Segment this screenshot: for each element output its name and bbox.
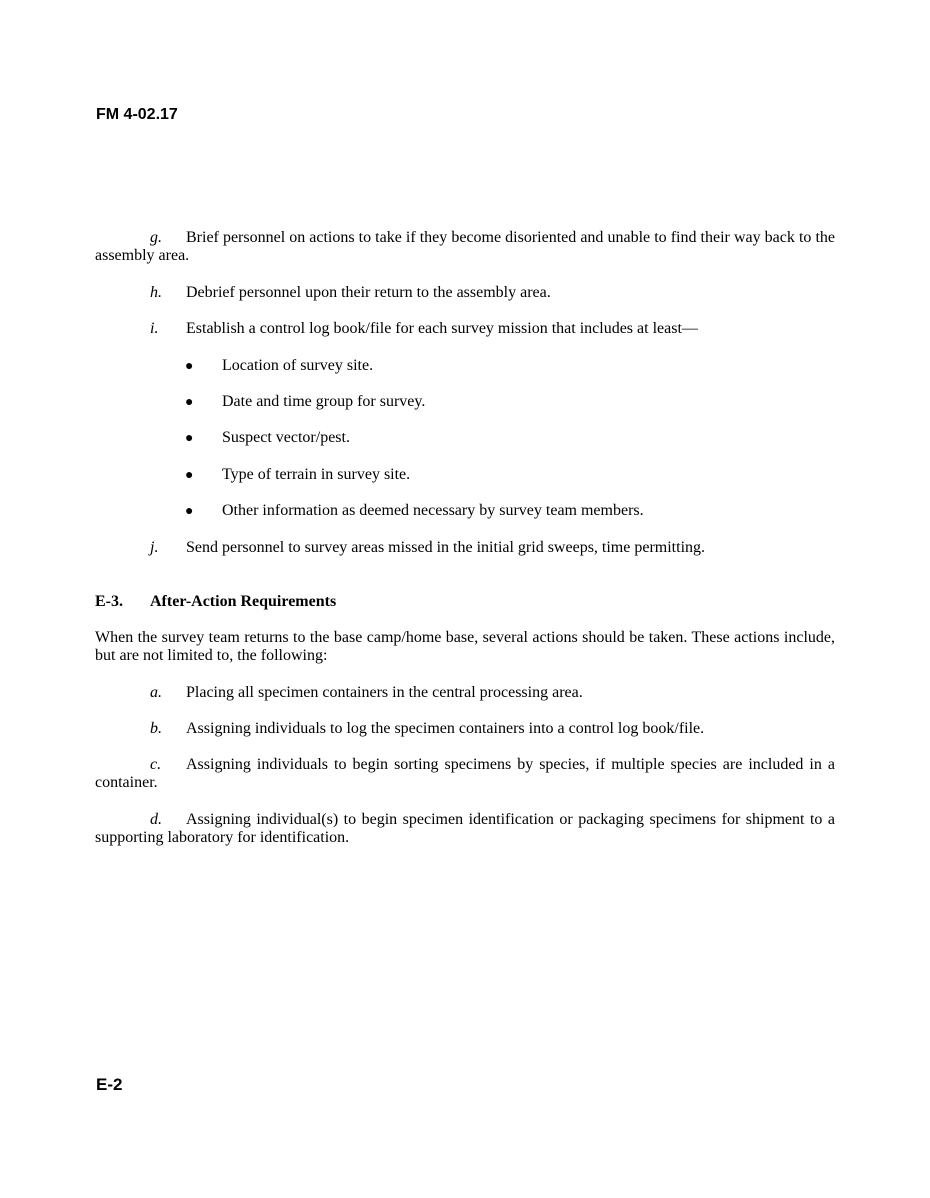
item-text: Assigning individuals to log the specimen containers into a control log book/file. [186,720,705,737]
header-title: FM 4-02.17 [96,106,178,123]
paragraph-j [150,539,840,557]
item-b [150,720,840,738]
section-title: After-Action Requirements [150,593,337,610]
paragraph-text: Brief personnel on actions to take if they become disoriented and unable to find their way back to the assembly area. [95,229,835,264]
item-label: c. [150,756,162,773]
section-number: E-3. [95,593,123,610]
bullet-icon: ● [185,504,194,519]
paragraph-h [150,284,840,302]
item-text: Assigning individuals to begin sorting specimens by species, if multiple species are included in a container. [95,756,835,791]
page-number: E-2 [96,1075,123,1094]
item-d [95,811,835,847]
list-item [185,502,785,521]
list-item [185,466,785,485]
item-c [95,756,835,792]
paragraph-label: j. [150,539,159,556]
bullet-text: Type of terrain in survey site. [222,466,411,483]
item-text: Assigning individual(s) to begin specimen identification or packaging specimens for shipment to a supporting laboratory for identification. [95,811,835,846]
section-intro: When the survey team returns to the base camp/home base, several actions should be taken. These actions include, but are not limited to, the following: [95,629,835,664]
paragraph-label: h. [150,284,162,301]
bullet-icon: ● [185,395,194,410]
paragraph-text: Establish a control log book/file for each survey mission that includes at least— [186,320,698,337]
item-text: Placing all specimen containers in the central processing area. [186,684,583,701]
bullet-icon: ● [185,359,194,374]
bullet-text: Date and time group for survey. [222,393,426,410]
bullet-text: Other information as deemed necessary by survey team members. [222,502,644,519]
paragraph-g [95,229,835,265]
item-label: a. [150,684,162,701]
bullet-icon: ● [185,468,194,483]
paragraph-i [150,320,840,338]
item-label: b. [150,720,162,737]
paragraph-label: i. [150,320,159,337]
paragraph-label: g. [150,229,162,246]
paragraph-text: Debrief personnel upon their return to the assembly area. [186,284,551,301]
list-item [185,393,785,412]
item-a [150,684,840,702]
section-heading [95,593,336,611]
bullet-text: Suspect vector/pest. [222,429,350,446]
bullet-icon: ● [185,431,194,446]
list-item [185,357,785,376]
list-item [185,429,785,448]
item-label: d. [150,811,162,828]
paragraph-text: Send personnel to survey areas missed in the initial grid sweeps, time permitting. [186,539,706,556]
bullet-text: Location of survey site. [222,357,374,374]
